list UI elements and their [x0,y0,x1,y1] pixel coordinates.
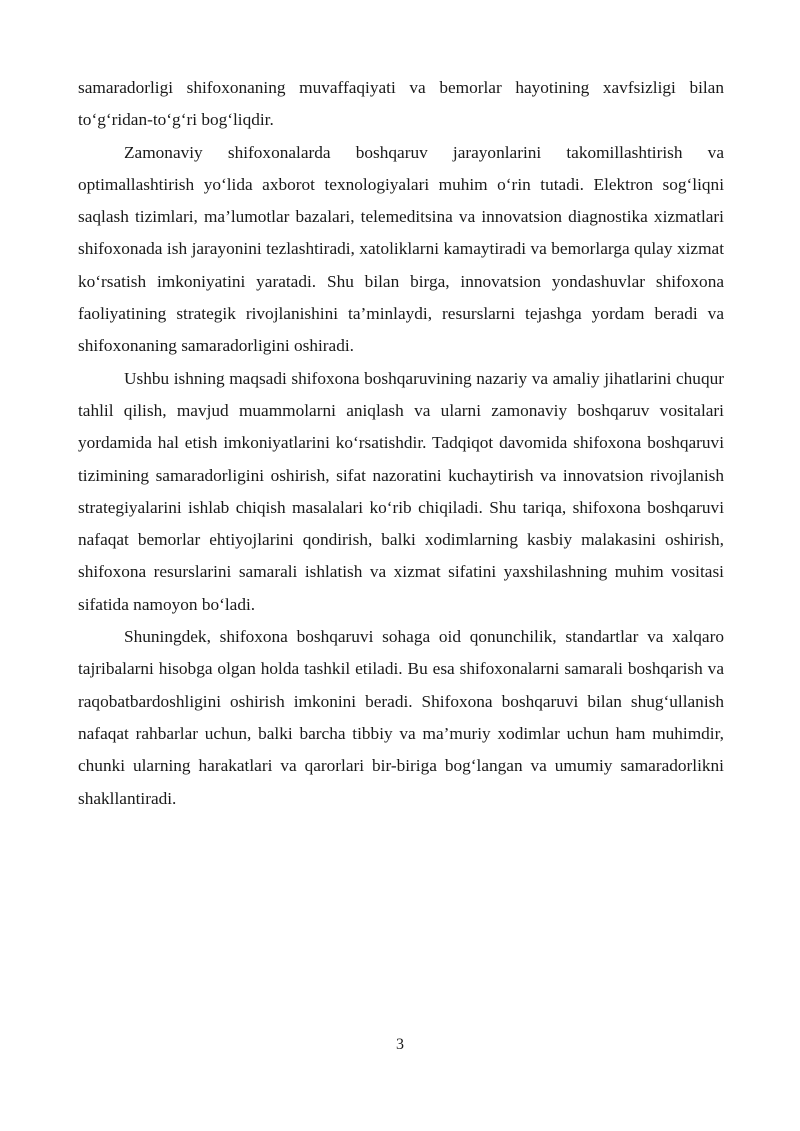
paragraph-1: samaradorligi shifoxonaning muvaffaqiyati va bemorlar hayotining xavfsizligi bilan to‘g‘ridan-to‘g‘ri bog‘liqdir. [78,78,724,130]
paragraph-4: Shuningdek, shifoxona boshqaruvi sohaga oid qonunchilik, standartlar va xalqaro tajribalarni hisobga olgan holda tashkil etiladi. Bu esa shifoxonalarni samarali boshqarish va raqobatbardoshligini oshirish imkonini beradi. Shifoxona boshqaruvi bilan shug‘ullanish nafaqat rahbarlar uchun, balki barcha tibbiy va ma’muriy xodimlar uchun ham muhimdir, chunki ularning harakatlari va qarorlari bir-biriga bog‘langan va umumiy samaradorlikni shakllantiradi. [78,627,724,808]
paragraph-2: Zamonaviy shifoxonalarda boshqaruv jarayonlarini takomillashtirish va optimallashtirish yo‘lida axborot texnologiyalari muhim o‘rin tutadi. Elektron sog‘liqni saqlash tizimlari, ma’lumotlar bazalari, telemeditsina va innovatsion diagnostika xizmatlari shifoxonada ish jarayonini tezlashtiradi, xatoliklarni kamaytiradi va bemorlarga qulay xizmat ko‘rsatish imkoniyatini yaratadi. Shu bilan birga, innovatsion yondashuvlar shifoxona faoliyatining strategik rivojlanishini ta’minlaydi, resurslarni tejashga yordam beradi va shifoxonaning samaradorligini oshiradi. [78,142,724,356]
paragraph-3: Ushbu ishning maqsadi shifoxona boshqaruvining nazariy va amaliy jihatlarini chuqur tahlil qilish, mavjud muammolarni aniqlash va ularni zamonaviy boshqaruv vositalari yordamida hal etish imkoniyatlarini ko‘rsatishdir. Tadqiqot davomida shifoxona boshqaruvi tizimining samaradorligini oshirish, sifat nazoratini kuchaytirish va innovatsion rivojlanish strategiyalarini ishlab chiqish masalalari ko‘rib chiqiladi. Shu tariqa, shifoxona boshqaruvi nafaqat bemorlar ehtiyojlarini qondirish, balki xodimlarning kasbiy malakasini oshirish, shifoxona resurslarini samarali ishlatish va xizmat sifatini yaxshilashning muhim vositasi sifatida namoyon bo‘ladi. [78,368,724,614]
document-body [78,72,724,815]
page-number: 3 [396,1036,404,1053]
